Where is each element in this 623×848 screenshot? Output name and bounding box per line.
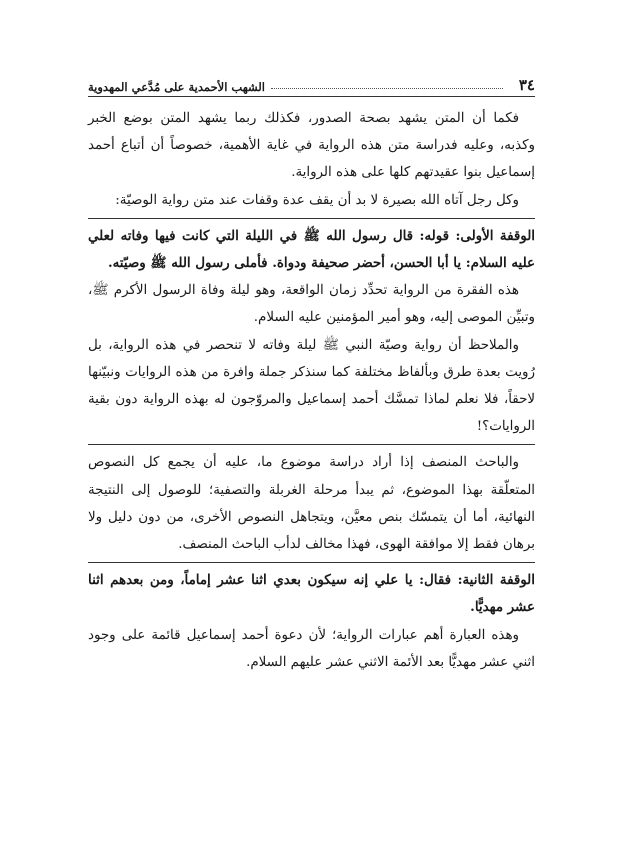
running-title: الشهب الأحمدية على مُدَّعي المهدوية	[88, 80, 265, 94]
dotted-leader	[271, 88, 503, 89]
second-stop-heading: الوقفة الثانية:	[457, 572, 535, 589]
paragraph: فكما أن المتن يشهد بصحة الصدور، فكذلك ربما يشهد المتن بوضع الخبر وكذبه، وعليه فدراسة متن هذه الرواية في غاية الأهمية، خصوصاً أن أتباع أحمد إسماعيل بنوا عقيدتهم كلها على هذه الرواية.	[88, 111, 535, 181]
paragraph: وكل رجل آتاه الله بصيرة لا بد أن يقف عدة وقفات عند متن رواية الوصيّة:	[115, 192, 519, 208]
paragraph-second-stop	[88, 567, 535, 621]
divider	[88, 562, 535, 563]
page-body	[88, 105, 535, 676]
second-stop-text: فقال: يا علي إنه سيكون بعدي اثنا عشر إماماً، ومن بعدهم اثنا عشر مهديًّا.	[88, 572, 535, 616]
divider	[88, 444, 535, 445]
paragraph-first-stop	[88, 223, 535, 277]
page-header	[88, 70, 535, 97]
paragraph: والملاحظ أن رواية وصيّة النبي ﷺ ليلة وفاته لا تنحصر في هذه الرواية، بل رُويت بعدة طرق وبألفاظ مختلفة كما سنذكر جملة وافرة من هذه الروايات ونبيّنها لاحقاً، فلا نعلم لماذا تمسَّك أحمد إسماعيل والمروّجون له بهذه الرواية دون بقية الروايات؟!	[88, 337, 535, 435]
first-stop-heading: الوقفة الأولى:	[455, 227, 535, 244]
first-stop-text: قوله: قال رسول الله ﷺ في الليلة التي كانت فيها وفاته لعلي عليه السلام: يا أبا الحسن، أحضر صحيفة ودواة. فأملى رسول الله ﷺ وصيّته.	[88, 227, 535, 272]
divider	[88, 218, 535, 219]
paragraph: وهذه العبارة أهم عبارات الرواية؛ لأن دعوة أحمد إسماعيل قائمة على وجود اثني عشر مهديًّا بعد الأئمة الاثني عشر عليهم السلام.	[88, 627, 535, 670]
paragraph: والباحث المنصف إذا أراد دراسة موضوع ما، عليه أن يجمع كل النصوص المتعلّقة بهذا الموضوع، ثم يبدأ مرحلة الغربلة والتصفية؛ للوصول إلى النتيجة النهائية، أما أن يتمسّك بنص معيَّن، ويتجاهل النصوص الأخرى، من دون دليل ولا برهان فقط إلا موافقة الهوى، فهذا مخالف لدأب الباحث المنصف.	[88, 455, 535, 553]
page-number: ٣٤	[518, 76, 535, 94]
paragraph: هذه الفقرة من الرواية تحدِّد زمان الواقعة، وهو ليلة وفاة الرسول الأكرم ﷺ، وتبيِّن الموصى إليه، وهو أمير المؤمنين عليه السلام.	[88, 283, 535, 326]
